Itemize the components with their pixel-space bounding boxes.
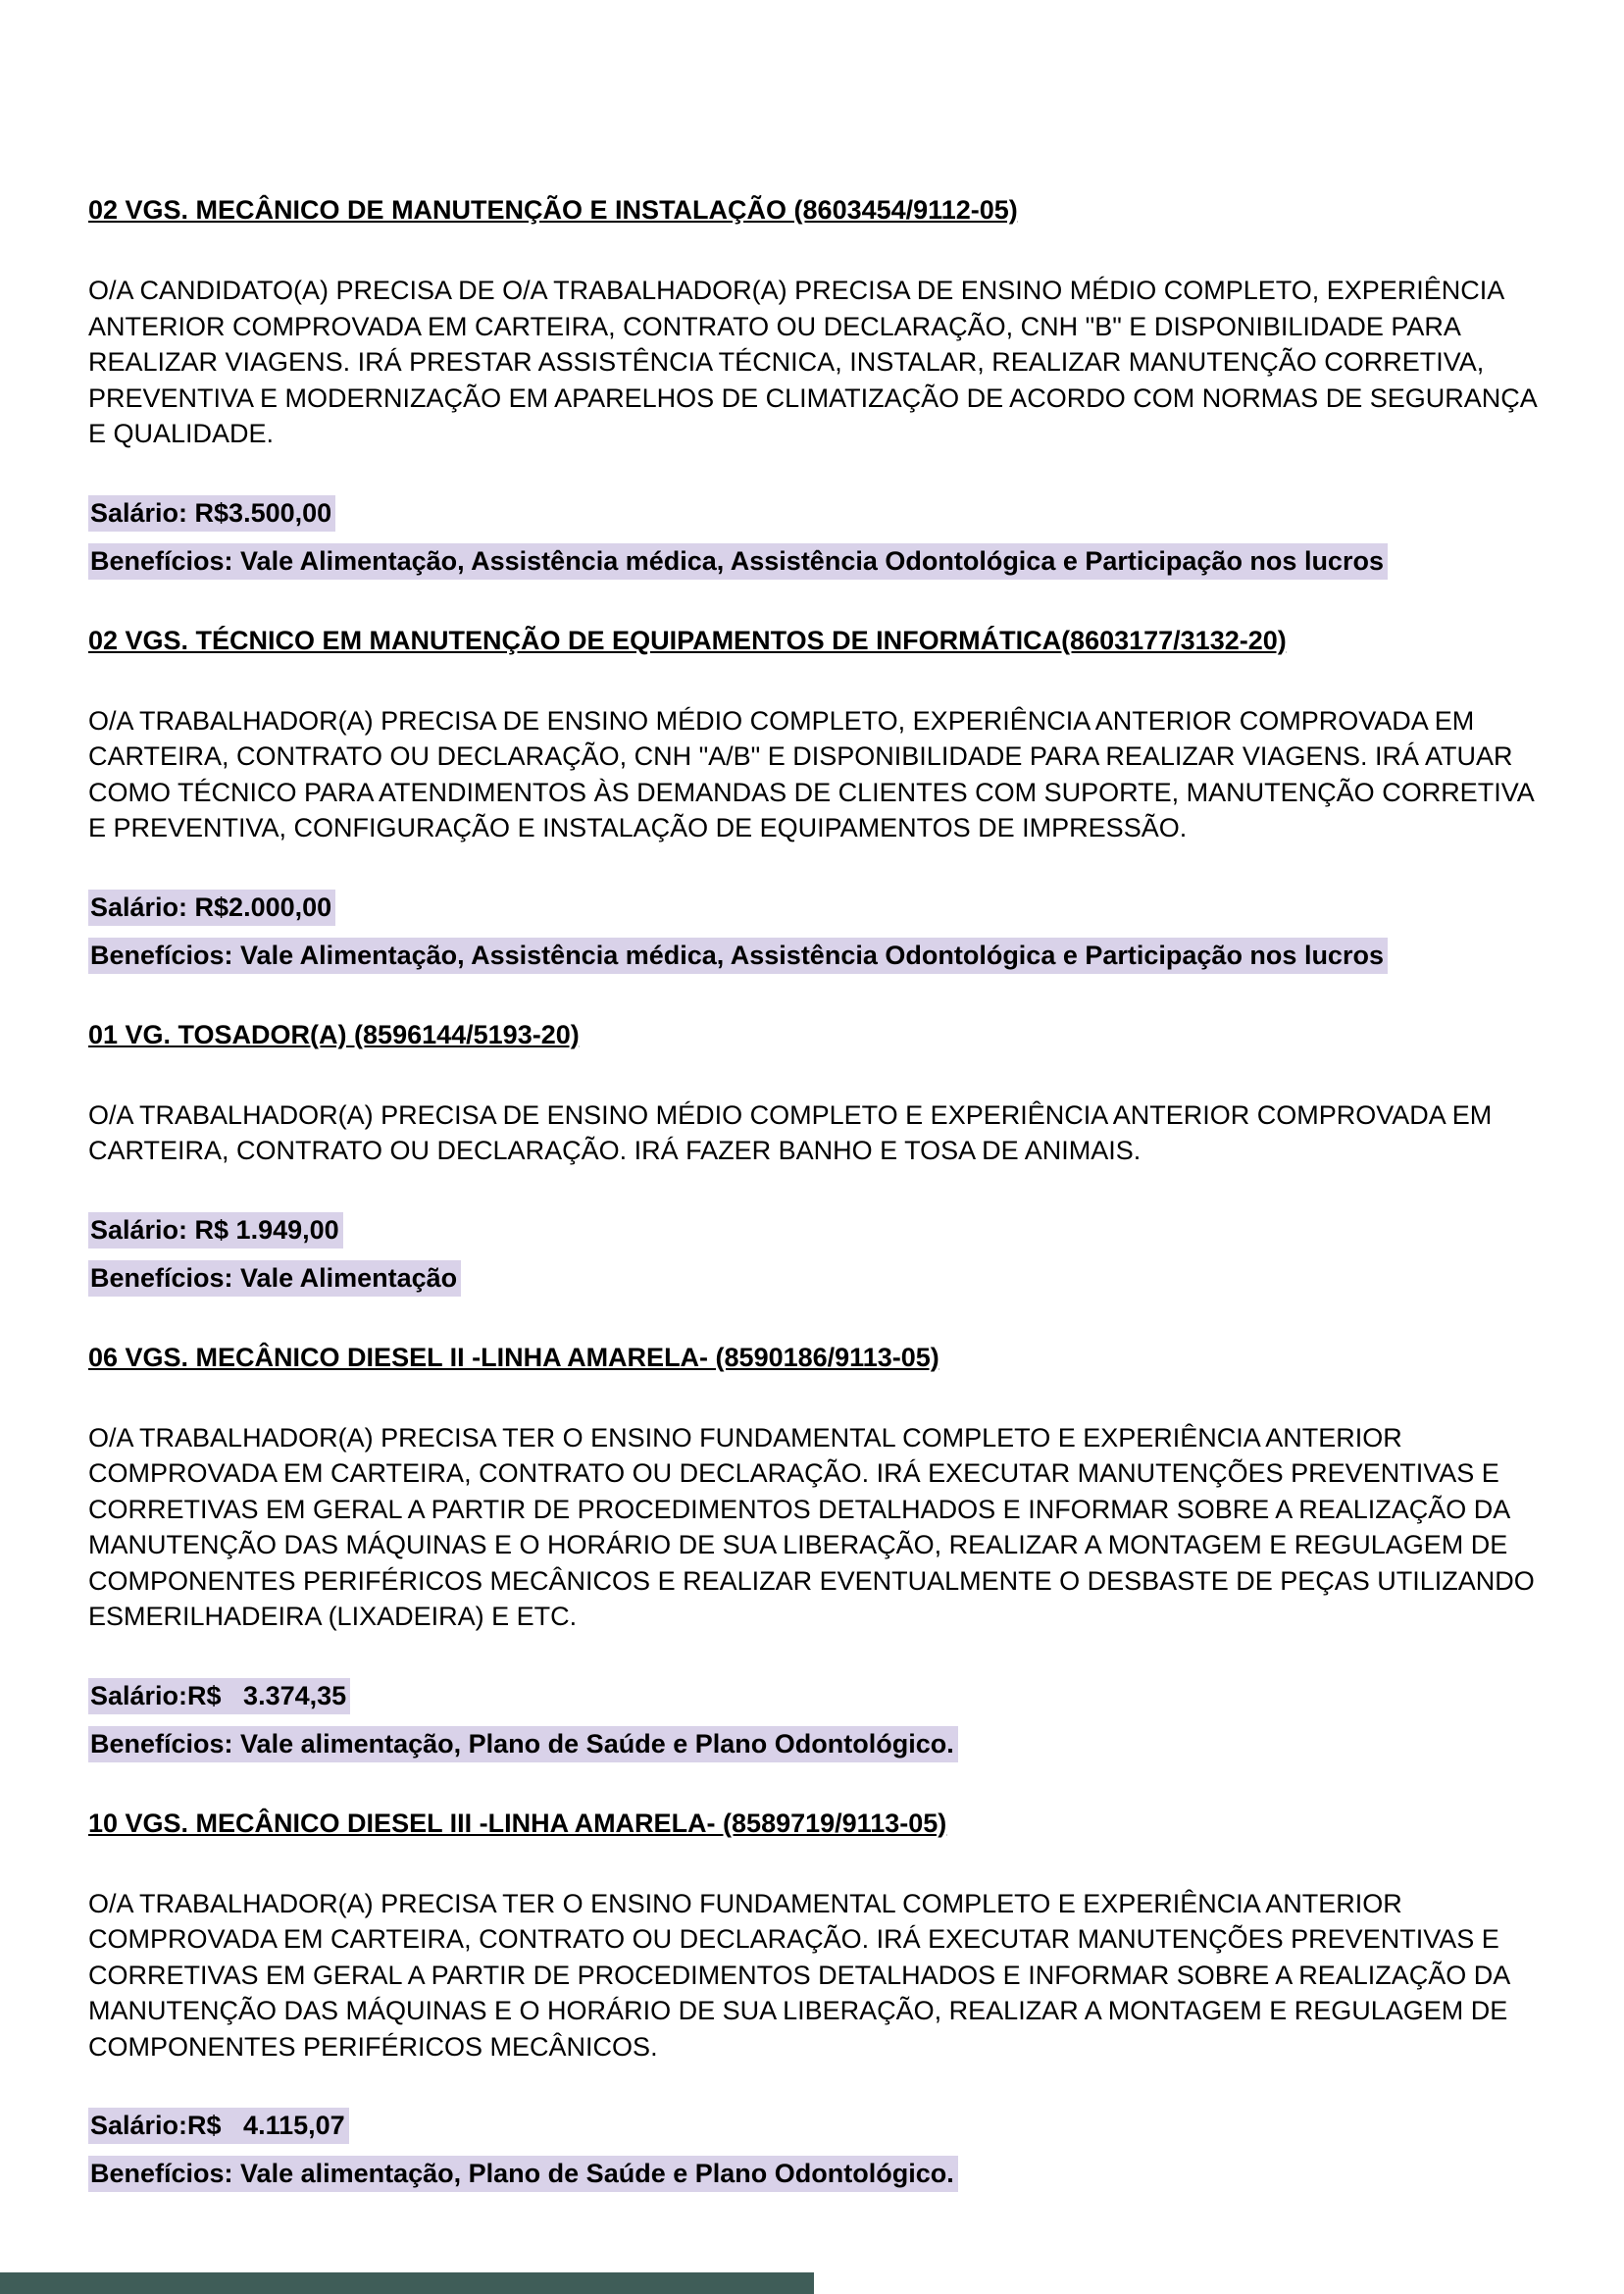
- benefits-line: [88, 543, 1538, 584]
- job-section: [88, 623, 1538, 978]
- job-title: 01 VG. TOSADOR(A) (8596144/5193-20): [88, 1019, 580, 1049]
- salary-highlight: Salário:R$ 3.374,35: [88, 1678, 350, 1714]
- salary-line: [88, 2108, 1538, 2148]
- job-section: [88, 1806, 1538, 2197]
- benefits-highlight: Benefícios: Vale Alimentação, Assistência médica, Assistência Odontológica e Participação nos lucros: [88, 543, 1388, 580]
- benefits-line: [88, 1260, 1538, 1300]
- benefits-line: [88, 938, 1538, 978]
- job-description: O/A TRABALHADOR(A) PRECISA TER O ENSINO FUNDAMENTAL COMPLETO E EXPERIÊNCIA ANTERIOR COMPROVADA EM CARTEIRA, CONTRATO OU DECLARAÇÃO. IRÁ EXECUTAR MANUTENÇÕES PREVENTIVAS E CORRETIVAS EM GERAL A PARTIR DE PROCEDIMENTOS DETALHADOS E INFORMAR SOBRE A REALIZAÇÃO DA MANUTENÇÃO DAS MÁQUINAS E O HORÁRIO DE SUA LIBERAÇÃO, REALIZAR A MONTAGEM E REGULAGEM DE COMPONENTES PERIFÉRICOS MECÂNICOS E REALIZAR EVENTUALMENTE O DESBASTE DE PEÇAS UTILIZANDO ESMERILHADEIRA (LIXADEIRA) E ETC.: [88, 1422, 1535, 1631]
- salary-highlight: Salário: R$3.500,00: [88, 495, 335, 532]
- job-description: O/A TRABALHADOR(A) PRECISA DE ENSINO MÉDIO COMPLETO, EXPERIÊNCIA ANTERIOR COMPROVADA EM CARTEIRA, CONTRATO OU DECLARAÇÃO, CNH "A/B" E DISPONIBILIDADE PARA REALIZAR VIAGENS. IRÁ ATUAR COMO TÉCNICO PARA ATENDIMENTOS ÀS DEMANDAS DE CLIENTES COM SUPORTE, MANUTENÇÃO CORRETIVA E PREVENTIVA, CONFIGURAÇÃO E INSTALAÇÃO DE EQUIPAMENTOS DE IMPRESSÃO.: [88, 705, 1534, 842]
- job-title: 10 VGS. MECÂNICO DIESEL III -LINHA AMARELA- (8589719/9113-05): [88, 1808, 947, 1838]
- salary-highlight: Salário: R$ 1.949,00: [88, 1212, 343, 1249]
- job-section: [88, 1017, 1538, 1300]
- job-section: [88, 192, 1538, 584]
- benefits-line: [88, 1726, 1538, 1766]
- benefits-highlight: Benefícios: Vale Alimentação: [88, 1260, 461, 1297]
- job-description: O/A CANDIDATO(A) PRECISA DE O/A TRABALHADOR(A) PRECISA DE ENSINO MÉDIO COMPLETO, EXPERIÊNCIA ANTERIOR COMPROVADA EM CARTEIRA, CONTRATO OU DECLARAÇÃO, CNH "B" E DISPONIBILIDADE PARA REALIZAR VIAGENS. IRÁ PRESTAR ASSISTÊNCIA TÉCNICA, INSTALAR, REALIZAR MANUTENÇÃO CORRETIVA, PREVENTIVA E MODERNIZAÇÃO EM APARELHOS DE CLIMATIZAÇÃO DE ACORDO COM NORMAS DE SEGURANÇA E QUALIDADE.: [88, 276, 1537, 448]
- salary-line: [88, 495, 1538, 535]
- job-description: O/A TRABALHADOR(A) PRECISA TER O ENSINO FUNDAMENTAL COMPLETO E EXPERIÊNCIA ANTERIOR COMPROVADA EM CARTEIRA, CONTRATO OU DECLARAÇÃO. IRÁ EXECUTAR MANUTENÇÕES PREVENTIVAS E CORRETIVAS EM GERAL A PARTIR DE PROCEDIMENTOS DETALHADOS E INFORMAR SOBRE A REALIZAÇÃO DA MANUTENÇÃO DAS MÁQUINAS E O HORÁRIO DE SUA LIBERAÇÃO, REALIZAR A MONTAGEM E REGULAGEM DE COMPONENTES PERIFÉRICOS MECÂNICOS.: [88, 1888, 1509, 2062]
- salary-highlight: Salário:R$ 4.115,07: [88, 2108, 349, 2144]
- salary-highlight: Salário: R$2.000,00: [88, 890, 335, 926]
- benefits-highlight: Benefícios: Vale alimentação, Plano de Saúde e Plano Odontológico.: [88, 2156, 958, 2192]
- salary-line: [88, 1212, 1538, 1252]
- job-title: 06 VGS. MECÂNICO DIESEL II -LINHA AMARELA- (8590186/9113-05): [88, 1342, 939, 1372]
- job-description: O/A TRABALHADOR(A) PRECISA DE ENSINO MÉDIO COMPLETO E EXPERIÊNCIA ANTERIOR COMPROVADA EM CARTEIRA, CONTRATO OU DECLARAÇÃO. IRÁ FAZER BANHO E TOSA DE ANIMAIS.: [88, 1099, 1493, 1165]
- job-title: 02 VGS. MECÂNICO DE MANUTENÇÃO E INSTALAÇÃO (8603454/9112-05): [88, 195, 1018, 225]
- job-section: [88, 1340, 1538, 1766]
- salary-line: [88, 1678, 1538, 1718]
- benefits-line: [88, 2156, 1538, 2196]
- benefits-highlight: Benefícios: Vale Alimentação, Assistência médica, Assistência Odontológica e Participação nos lucros: [88, 938, 1388, 974]
- benefits-highlight: Benefícios: Vale alimentação, Plano de Saúde e Plano Odontológico.: [88, 1726, 958, 1762]
- salary-line: [88, 890, 1538, 930]
- next-page-table-edge: [0, 2272, 814, 2294]
- job-title: 02 VGS. TÉCNICO EM MANUTENÇÃO DE EQUIPAMENTOS DE INFORMÁTICA(8603177/3132-20): [88, 625, 1287, 655]
